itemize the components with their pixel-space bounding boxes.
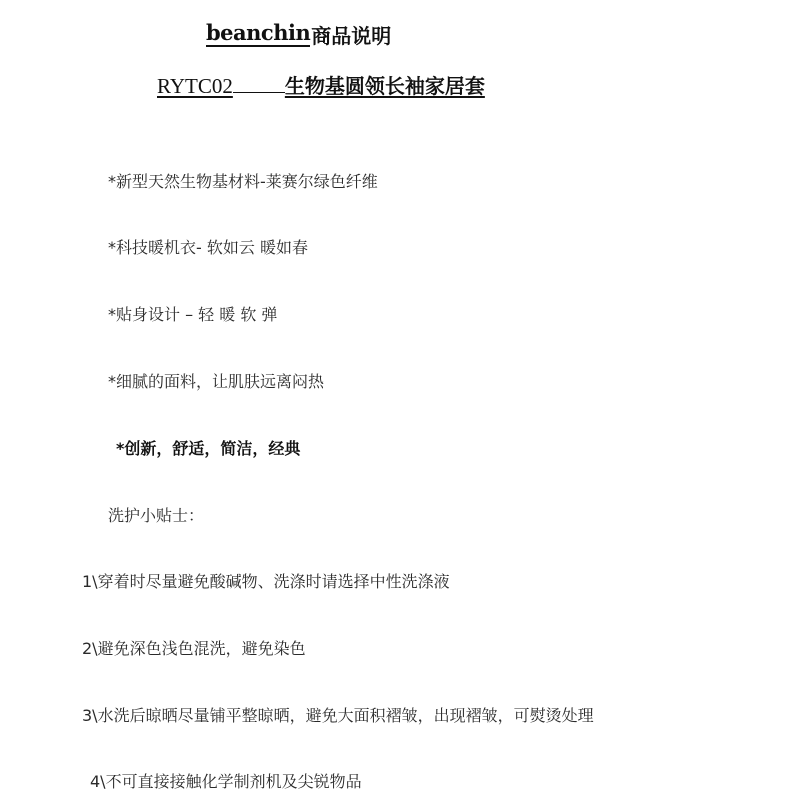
care-tip: 4\不可直接接触化学制剂机及尖锐物品 xyxy=(90,772,362,791)
title-underline-gap xyxy=(233,91,285,93)
feature-item: *新型天然生物基材料-莱赛尔绿色纤维 xyxy=(108,172,378,191)
care-heading: 洗护小贴士： xyxy=(108,506,205,525)
header xyxy=(206,2,391,48)
header-title: 商品说明 xyxy=(311,24,392,48)
feature-item-highlight: *创新，舒适，简洁，经典 xyxy=(116,439,301,458)
product-code: RYTC02 xyxy=(157,74,233,98)
care-tip: 3\水洗后晾晒尽量铺平整晾晒，避免大面积褶皱，出现褶皱，可熨烫处理 xyxy=(82,706,594,725)
brand-logo: beanchin xyxy=(206,22,310,48)
feature-item: *贴身设计 – 轻 暖 软 弹 xyxy=(108,305,278,324)
care-tip: 2\避免深色浅色混洗，避免染色 xyxy=(82,639,306,658)
product-name: 生物基圆领长袖家居套 xyxy=(284,74,485,98)
feature-item: *细腻的面料，让肌肤远离闷热 xyxy=(108,372,325,391)
product-title xyxy=(157,70,485,99)
feature-item: *科技暖机衣- 软如云 暖如春 xyxy=(108,238,308,257)
care-tip: 1\穿着时尽量避免酸碱物、洗涤时请选择中性洗涤液 xyxy=(82,572,450,591)
